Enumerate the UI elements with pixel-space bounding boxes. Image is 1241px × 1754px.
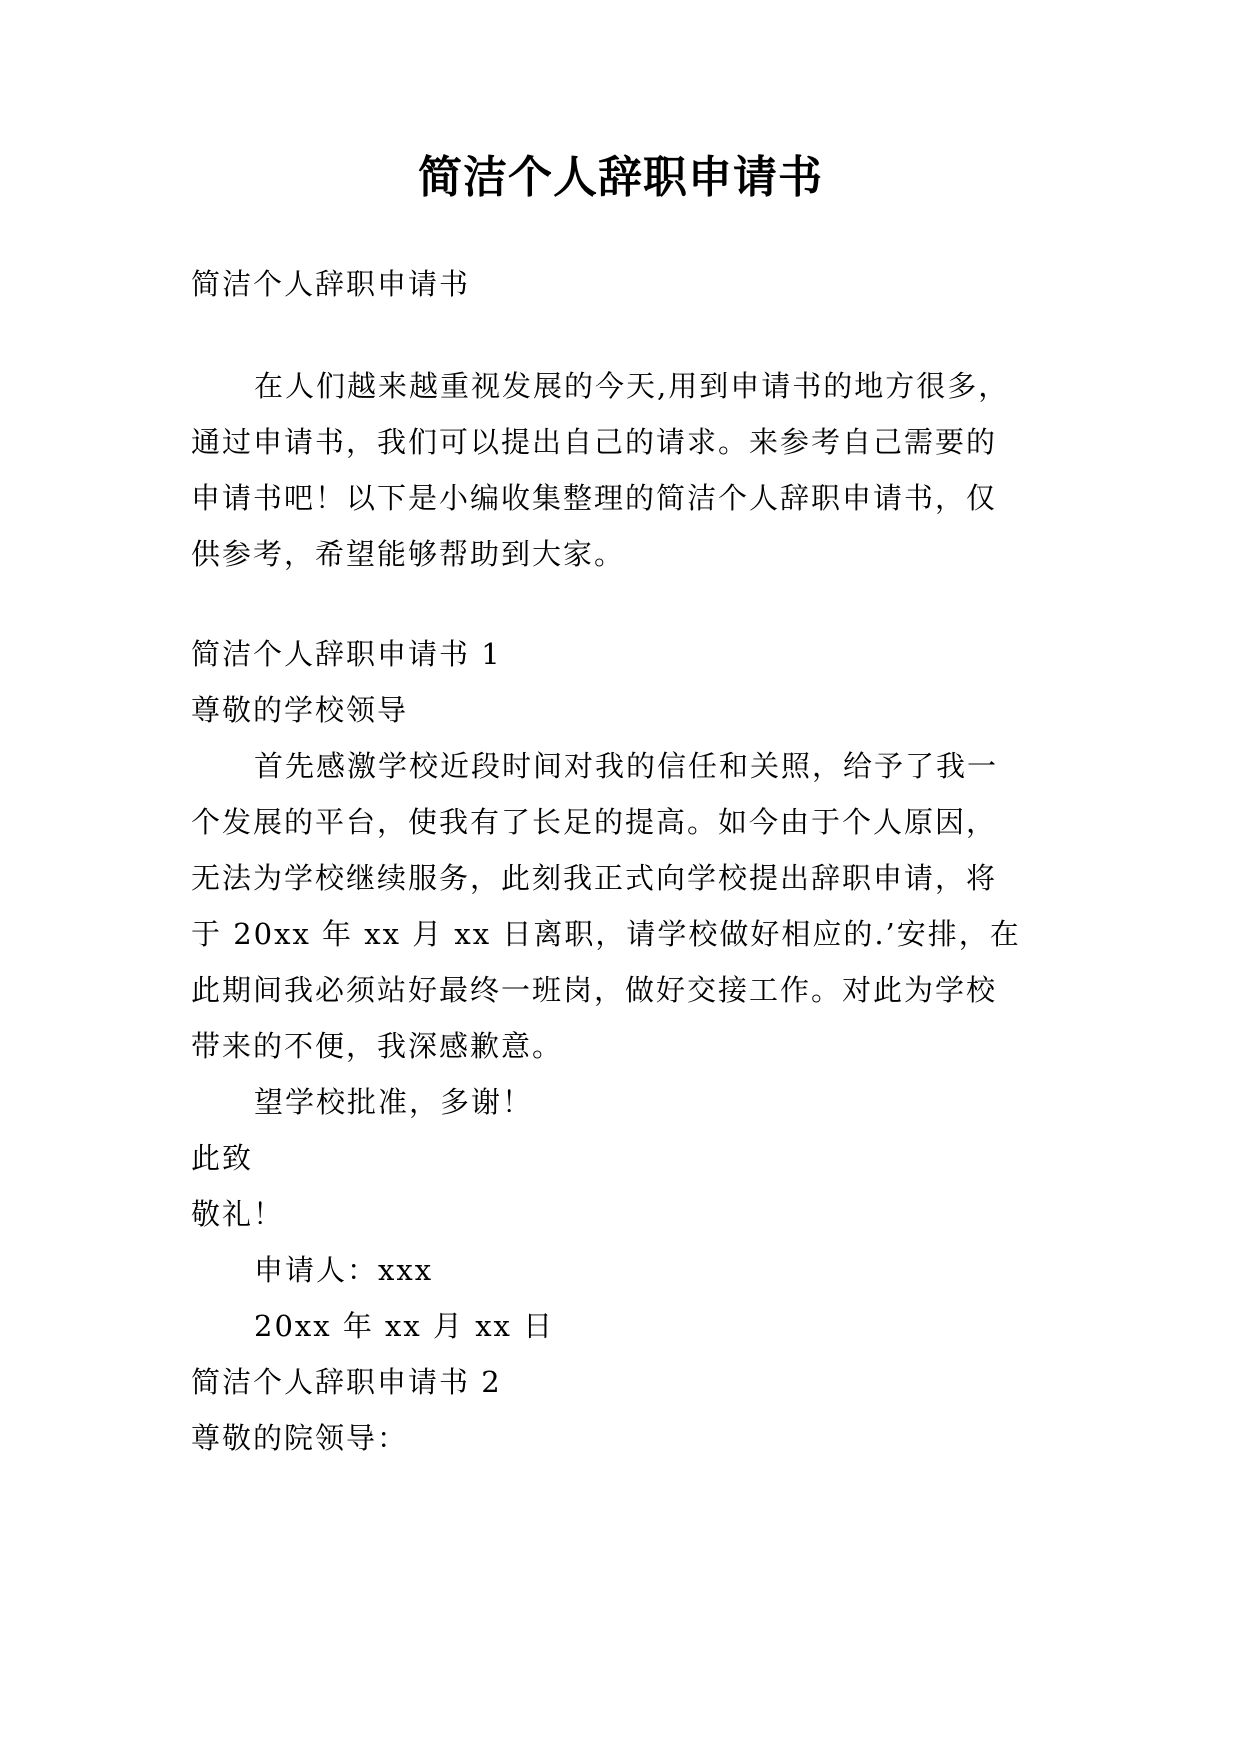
letter1-body-line-3: 无法为学校继续服务，此刻我正式向学校提出辞职申请，将: [191, 861, 998, 895]
letter1-date: 20xx 年 xx 月 xx 日: [254, 1309, 555, 1343]
letter1-salutation: 尊敬的学校领导: [191, 693, 409, 727]
letter1-body-line-2: 个发展的平台，使我有了长足的提高。如今由于个人原因，: [191, 805, 998, 839]
letter1-closing-request: 望学校批准，多谢！: [254, 1085, 534, 1119]
letter1-body-line-4: 于 20xx 年 xx 月 xx 日离职，请学校做好相应的.’安排，在: [191, 917, 1021, 951]
letter1-closing-1: 此致: [191, 1141, 254, 1175]
intro-line-1: 在人们越来越重视发展的今天,用到申请书的地方很多，: [254, 369, 1010, 403]
document-title: 简洁个人辞职申请书: [418, 152, 823, 203]
letter2-heading: 简洁个人辞职申请书 2: [191, 1365, 502, 1399]
letter1-body-line-1: 首先感激学校近段时间对我的信任和关照，给予了我一: [254, 749, 999, 783]
letter2-salutation: 尊敬的院领导：: [191, 1421, 409, 1455]
letter1-closing-2: 敬礼！: [191, 1197, 285, 1231]
letter1-body-line-6: 带来的不便，我深感歉意。: [191, 1029, 564, 1063]
subtitle: 简洁个人辞职申请书: [191, 267, 471, 301]
intro-line-4: 供参考，希望能够帮助到大家。: [191, 537, 626, 571]
intro-line-2: 通过申请书，我们可以提出自己的请求。来参考自己需要的: [191, 425, 998, 459]
letter1-body-line-5: 此期间我必须站好最终一班岗，做好交接工作。对此为学校: [191, 973, 998, 1007]
letter1-heading: 简洁个人辞职申请书 1: [191, 637, 502, 671]
letter1-signer: 申请人：xxx: [254, 1253, 434, 1287]
intro-line-3: 申请书吧！以下是小编收集整理的简洁个人辞职申请书，仅: [191, 481, 998, 515]
